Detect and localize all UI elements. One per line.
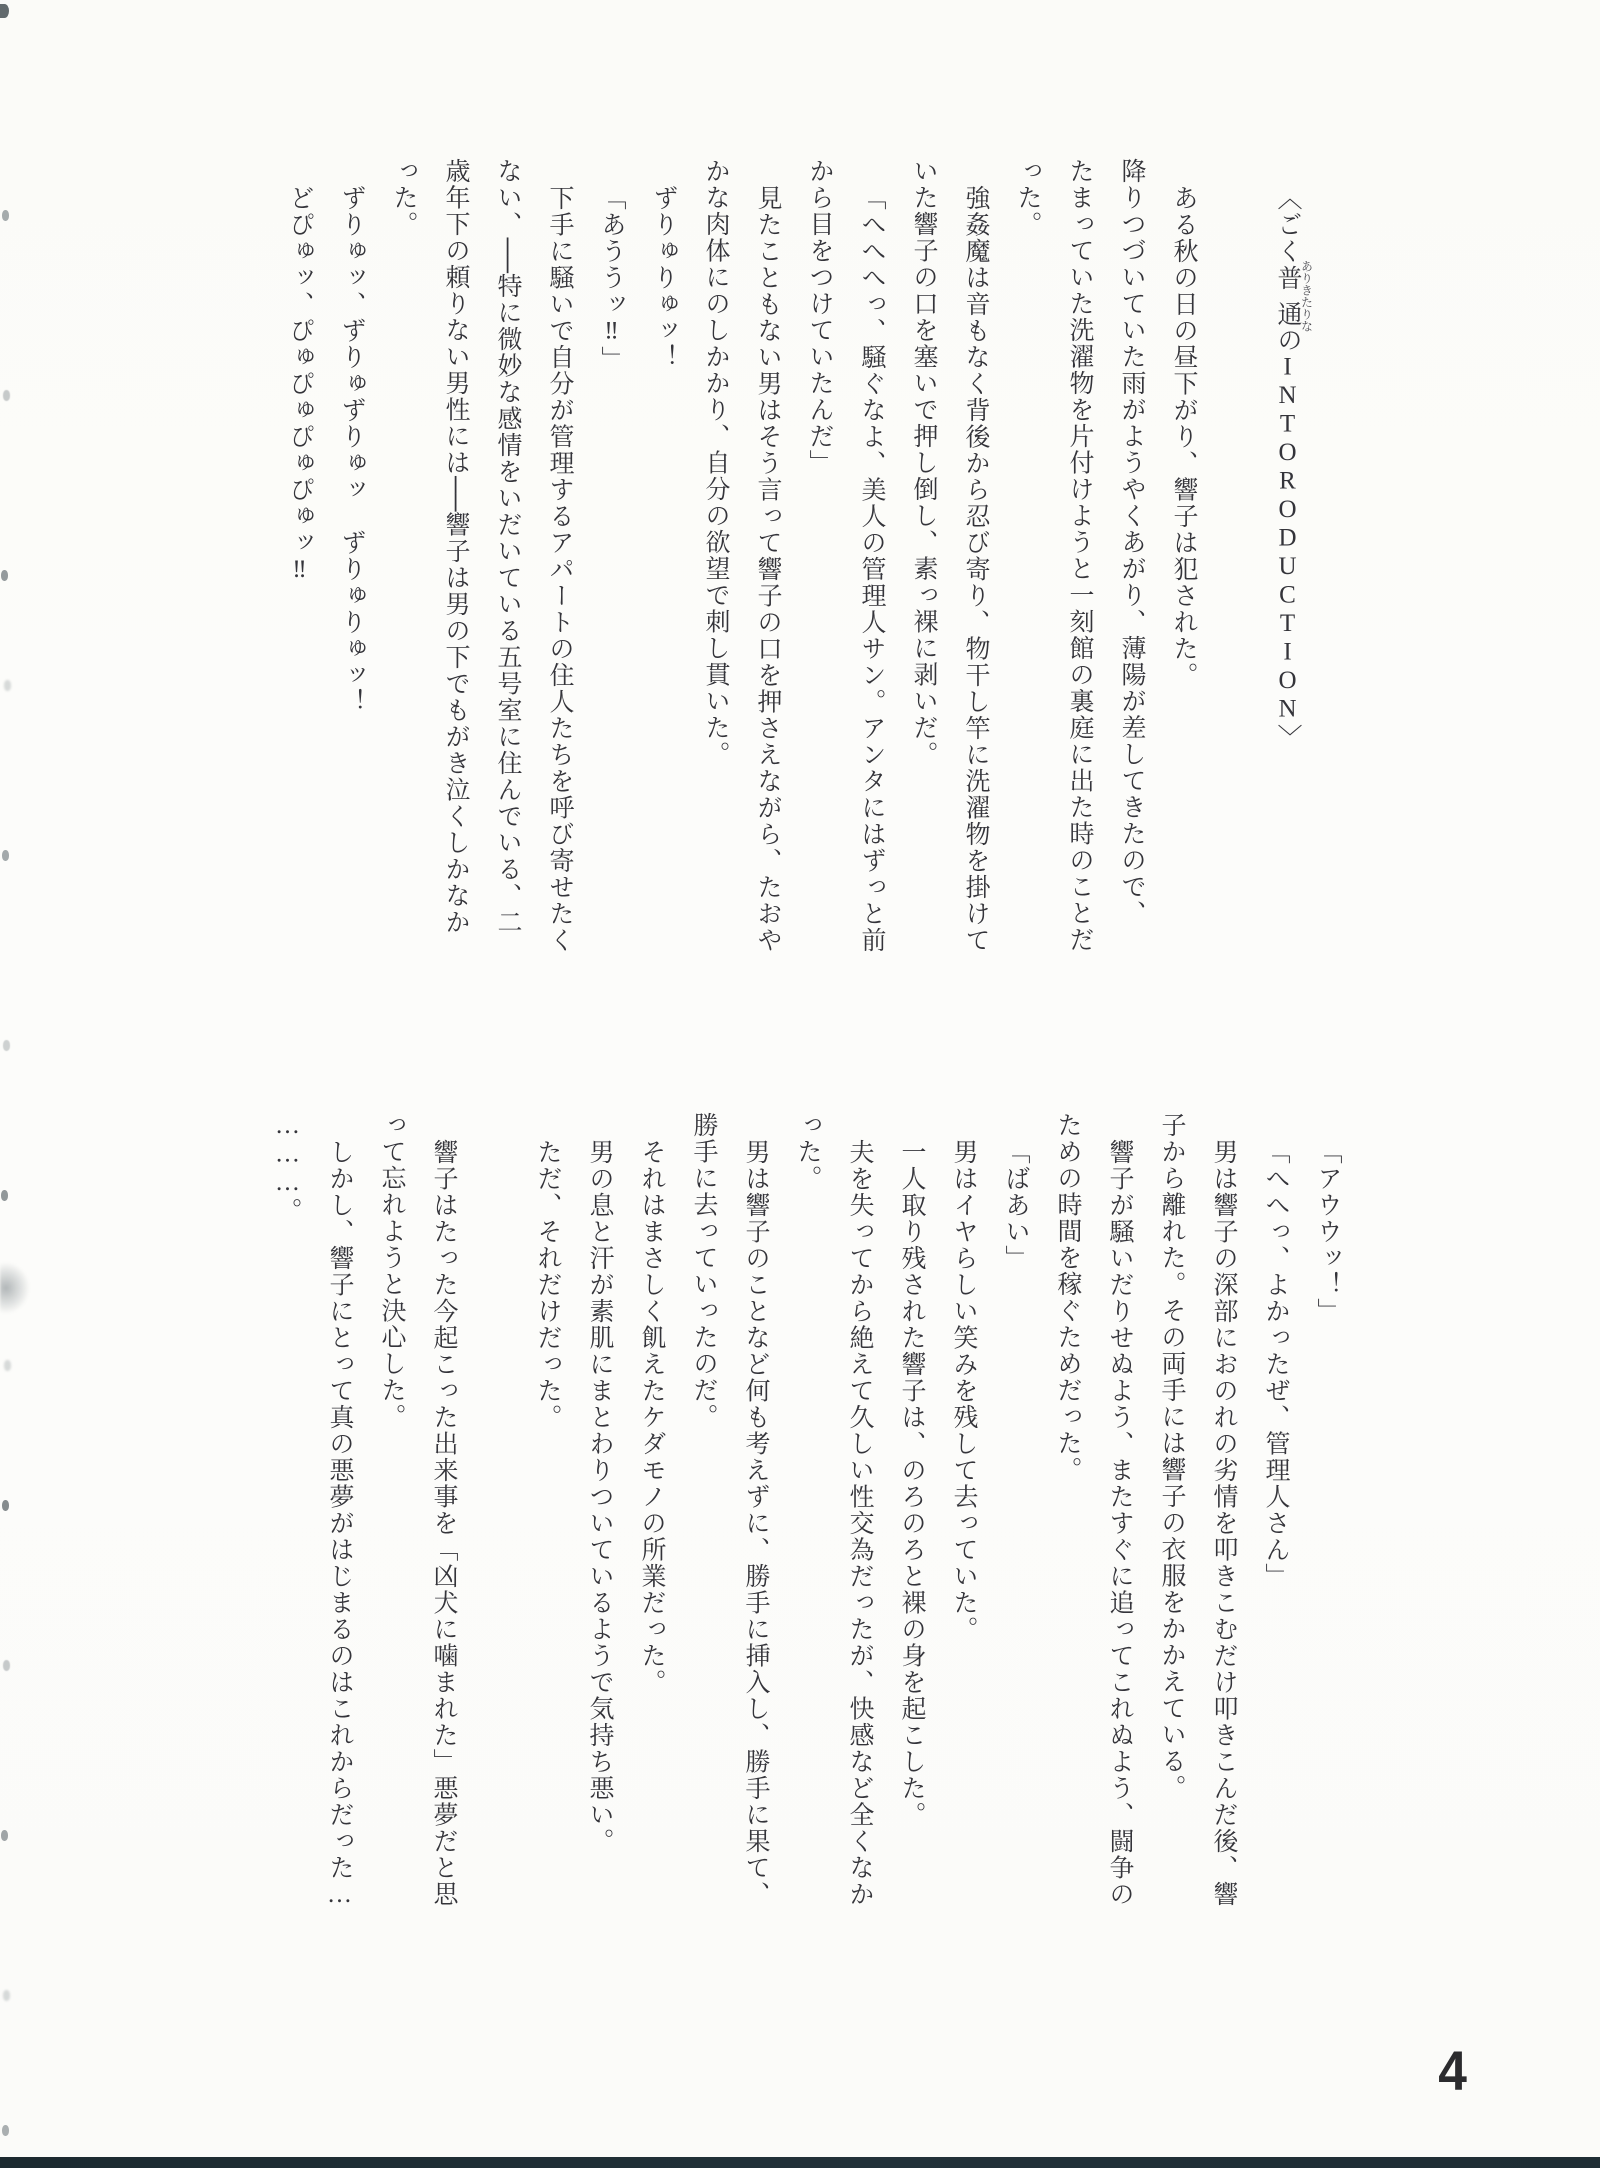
text-column: 夫を失ってから絶えて久しい性交為だったが、快感など全くなか <box>846 1139 873 1908</box>
text-column: 強姦魔は音もなく背後から忍び寄り、物干し竿に洗濯物を掛けて <box>962 185 989 954</box>
text-column: 「へへへっ、騒ぐなよ、美人の管理人サン。アンタにはずっと前 <box>858 185 885 954</box>
text-column: 歳年下の頼りない男性には──響子は男の下でもがき泣くしかなか <box>442 158 469 936</box>
text-column: ない、──特に微妙な感情をいだいている五号室に住んでいる、二 <box>494 158 521 936</box>
text-column: って忘れようと決心した。 <box>378 1112 405 1430</box>
text-column: ある秋の日の昼下がり、響子は犯された。 <box>1170 185 1197 689</box>
em-dash: ── <box>442 476 469 512</box>
text-column: 「へへっ、よかったぜ、管理人さん」 <box>1262 1139 1289 1590</box>
text-column: ための時間を稼ぐためだった。 <box>1054 1112 1081 1483</box>
text-column: 〈ごく普通ありきたりなのINTORODUCTION〉 <box>1274 185 1314 751</box>
text-column: しかし、響子にとって真の悪夢がはじまるのはこれからだった… <box>326 1139 353 1910</box>
text-column: たまっていた洗濯物を片付けようと一刻館の裏庭に出た時のことだ <box>1066 158 1093 953</box>
text-column: 「あううッ‼」 <box>598 185 625 373</box>
text-column: った。 <box>390 158 417 238</box>
text-column: 男は響子の深部におのれの劣情を叩きこむだけ叩きこんだ後、響 <box>1210 1139 1237 1908</box>
text-column: 勝手に去っていったのだ。 <box>690 1112 717 1430</box>
text-column: ずりゅッ、ずりゅずりゅッ ずりゅりゅッ！ <box>338 185 365 715</box>
text-column: 見たこともない男はそう言って響子の口を押さえながら、たおや <box>754 185 781 954</box>
text-column: いた響子の口を塞いで押し倒し、素っ裸に剥いだ。 <box>910 158 937 768</box>
furigana-ruby: 普通ありきたりな <box>1274 259 1314 332</box>
text-column: 男の息と汗が素肌にまとわりついているようで気持ち悪い。 <box>586 1139 613 1855</box>
page-number: 4 <box>1438 2039 1467 2102</box>
text-column: 降りつづいていた雨がようやくあがり、薄陽が差してきたので、 <box>1118 158 1145 927</box>
column-gap <box>469 1112 521 1942</box>
text-column: 子から離れた。その両手には響子の衣服をかかえている。 <box>1158 1112 1185 1801</box>
text-column: かな肉体にのしかかり、自分の欲望で刺し貫いた。 <box>702 158 729 768</box>
text-column: ずりゅりゅッ！ <box>650 185 677 371</box>
text-column: 一人取り残された響子は、のろのろと裸の身を起こした。 <box>898 1139 925 1828</box>
text-column: 下手に騒いで自分が管理するアパートの住人たちを呼び寄せたく <box>546 185 573 954</box>
text-column: から目をつけていたんだ」 <box>806 158 833 476</box>
text-column: 響子はたった今起こった出来事を「凶犬に噛まれた」悪夢だと思 <box>430 1139 457 1908</box>
text-column: 響子が騒いだりせぬよう、またすぐに追ってこれぬよう、闘争の <box>1106 1139 1133 1908</box>
scan-artifacts-left-edge <box>2 210 9 221</box>
text-column: 「ばあい」 <box>1002 1139 1029 1272</box>
text-column: った。 <box>1014 158 1041 238</box>
text-column: どぴゅッ、ぴゅぴゅぴゅぴゅッ‼ <box>286 185 313 585</box>
intro-text-block-top <box>273 158 1313 988</box>
column-gap <box>1209 158 1261 988</box>
em-dash: ── <box>494 237 521 273</box>
text-column: ただ、それだけだった。 <box>534 1139 561 1431</box>
text-column: 男はイヤらしい笑みを残して去っていた。 <box>950 1139 977 1643</box>
text-column: 男は響子のことなど何も考えずに、勝手に挿入し、勝手に果て、 <box>742 1139 769 1908</box>
intro-text-block-bottom <box>261 1112 1353 1942</box>
text-column: ………。 <box>274 1112 301 1224</box>
text-column: それはまさしく飢えたケダモノの所業だった。 <box>638 1139 665 1696</box>
scan-artifact-corner <box>0 4 9 18</box>
text-column: 「アウウッ！」 <box>1314 1139 1341 1325</box>
text-column: った。 <box>794 1112 821 1192</box>
scan-artifact-smudge <box>0 1262 30 1314</box>
scan-edge-bottom-band <box>0 2157 1600 2168</box>
